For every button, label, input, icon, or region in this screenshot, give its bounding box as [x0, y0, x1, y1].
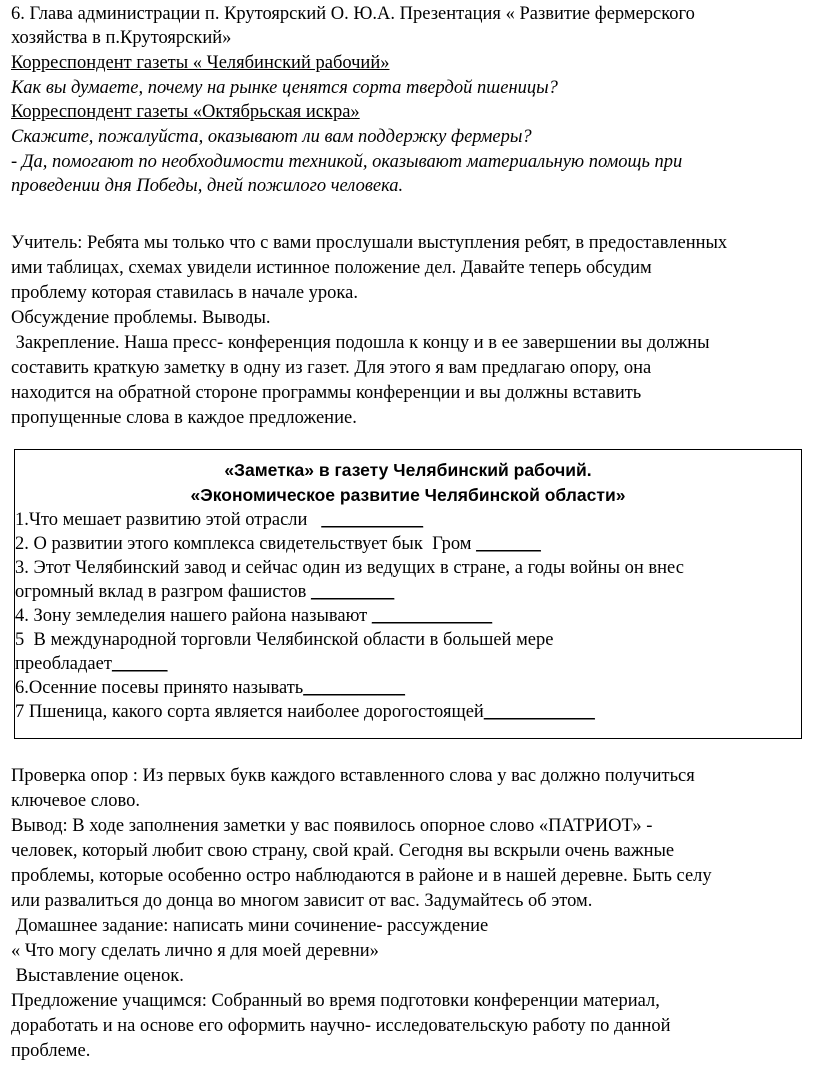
note-item-3-text: огромный вклад в разгром фашистов: [15, 582, 311, 602]
question-1: Как вы думаете, почему на рынке ценятся сорта твердой пшеницы?: [11, 78, 558, 98]
correspondent-2: Корреспондент газеты «Октябрьская искра»: [11, 102, 360, 122]
teacher-line-5: Закрепление. Наша пресс- конференция подошла к концу и в ее завершении вы должны: [11, 333, 710, 353]
note-item-6-blank[interactable]: ___________: [303, 678, 405, 698]
note-item-3: [15, 580, 394, 604]
teacher-line-8: пропущенные слова в каждое предложение.: [11, 408, 357, 428]
conclusion-line-6: или развалиться до донца во многом зависит от вас. Задумайтесь об этом.: [11, 891, 593, 911]
note-item-4-text: 4. Зону земледелия нашего района называют: [15, 606, 372, 626]
note-item-7-text: 7 Пшеница, какого сорта является наиболее дорогостоящей: [15, 702, 484, 722]
answer-line-1: - Да, помогают по необходимости техникой, оказывают материальную помощь при: [11, 152, 683, 172]
teacher-line-1: Учитель: Ребята мы только что с вами прослушали выступления ребят, в предоставленных: [11, 233, 728, 253]
conclusion-line-11: доработать и на основе его оформить научно- исследовательскую работу по данной: [11, 1016, 671, 1036]
conclusion-line-4: человек, который любит свою страну, свой край. Сегодня вы вскрыли очень важные: [11, 841, 675, 861]
note-item-3-line-1: 3. Этот Челябинский завод и сейчас один из ведущих в стране, а годы войны он внес: [15, 558, 684, 578]
correspondent-1: Корреспондент газеты « Челябинский рабочий»: [11, 53, 390, 73]
conclusion-line-5: проблемы, которые особенно остро наблюдаются в районе и в нашей деревне. Быть селу: [11, 866, 712, 886]
teacher-line-2: ими таблицах, схемах увидели истинное положение дел. Давайте теперь обсудим: [11, 258, 652, 278]
teacher-line-4: Обсуждение проблемы. Выводы.: [11, 308, 271, 328]
conclusion-line-7: Домашнее задание: написать мини сочинение- рассуждение: [11, 916, 489, 936]
intro-line-1: 6. Глава администрации п. Крутоярский О. Ю.А. Презентация « Развитие фермерского: [11, 4, 695, 24]
conclusion-line-2: ключевое слово.: [11, 791, 140, 811]
conclusion-line-12: проблеме.: [11, 1041, 91, 1061]
note-item-6: [15, 676, 405, 700]
note-title-2: «Экономическое развитие Челябинской области»: [190, 485, 626, 505]
note-item-2-blank[interactable]: _______: [476, 534, 541, 554]
conclusion-line-10: Предложение учащимся: Собранный во время подготовки конференции материал,: [11, 991, 660, 1011]
intro-line-2: хозяйства в п.Крутоярский»: [11, 28, 232, 48]
note-item-1-blank[interactable]: ___________: [321, 510, 424, 530]
question-2: Скажите, пожалуйста, оказывают ли вам поддержку фермеры?: [11, 127, 532, 147]
teacher-line-7: находится на обратной стороне программы конференции и вы должны вставить: [11, 383, 642, 403]
conclusion-line-9: Выставление оценок.: [11, 966, 184, 986]
teacher-line-6: составить краткую заметку в одну из газет. Для этого я вам предлагаю опору, она: [11, 358, 652, 378]
note-title-1: «Заметка» в газету Челябинский рабочий.: [224, 460, 592, 480]
note-item-7-blank[interactable]: ____________: [483, 702, 595, 722]
note-item-4: [15, 604, 492, 628]
note-item-6-text: 6.Осенние посевы принято называть: [15, 678, 304, 698]
conclusion-line-3: Вывод: В ходе заполнения заметки у вас появилось опорное слово «ПАТРИОТ» -: [11, 816, 653, 836]
note-item-4-blank[interactable]: _____________: [371, 606, 493, 626]
note-item-5-blank[interactable]: ______: [111, 654, 168, 674]
answer-line-2: проведении дня Победы, дней пожилого человека.: [11, 176, 404, 196]
note-item-5-text: преобладает: [15, 654, 112, 674]
note-item-1-text: 1.Что мешает развитию этой отрасли: [15, 510, 322, 530]
conclusion-line-8: « Что могу сделать лично я для моей деревни»: [11, 941, 379, 961]
note-box: [14, 449, 802, 739]
note-item-1: [15, 508, 423, 532]
note-item-2-text: 2. О развитии этого комплекса свидетельствует бык Гром: [15, 534, 477, 554]
conclusion-line-1: Проверка опор : Из первых букв каждого вставленного слова у вас должно получиться: [11, 766, 695, 786]
note-item-2: [15, 532, 541, 556]
note-item-7: [15, 700, 595, 724]
teacher-line-3: проблему которая ставилась в начале урока.: [11, 283, 358, 303]
note-item-5: [15, 652, 167, 676]
note-item-5-line-1: 5 В международной торговли Челябинской области в большей мере: [15, 630, 554, 650]
note-item-3-blank[interactable]: _________: [310, 582, 395, 602]
